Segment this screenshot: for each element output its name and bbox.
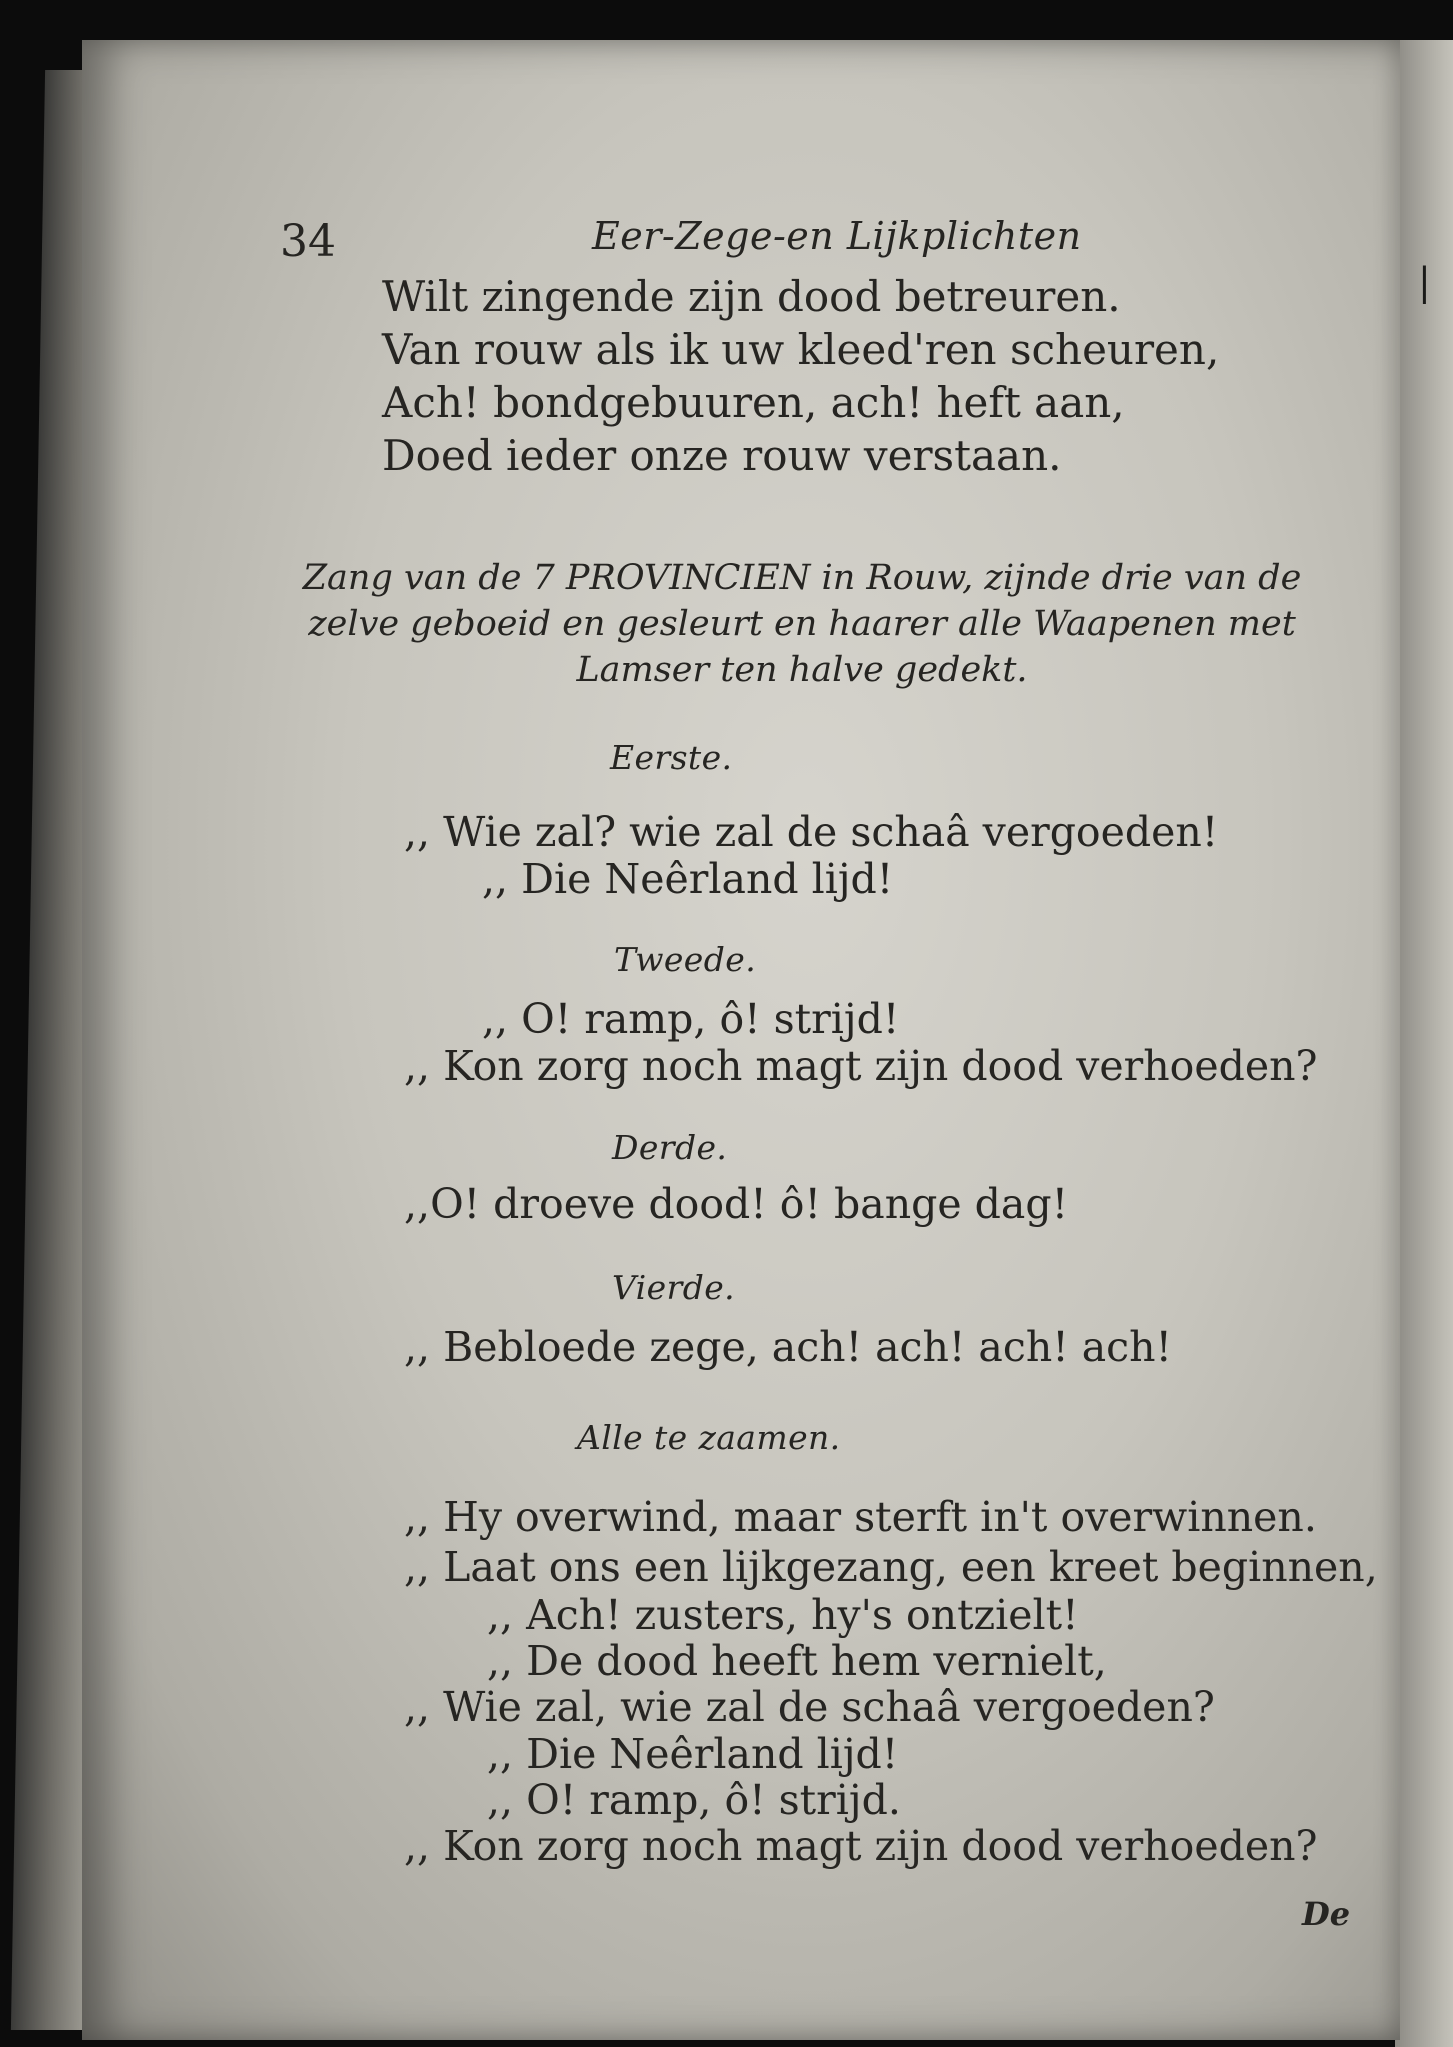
verse-line: ,, Kon zorg noch magt zijn dood verhoeden? bbox=[404, 1042, 1318, 1090]
verse-line: ,, O! ramp, ô! strijd. bbox=[487, 1776, 901, 1824]
verse-line: Doed ieder onze rouw verstaan. bbox=[382, 431, 1062, 480]
speaker-label-fourth: Vierde. bbox=[612, 1268, 736, 1307]
speaker-label-second: Tweede. bbox=[614, 940, 757, 979]
speaker-label-all: Alle te zaamen. bbox=[577, 1418, 841, 1457]
verse-line: ,, Die Neêrland lijd! bbox=[487, 1730, 899, 1778]
speaker-label-third: Derde. bbox=[612, 1128, 728, 1167]
verse-line: ,, Bebloede zege, ach! ach! ach! ach! bbox=[404, 1323, 1173, 1371]
verse-line: ,, De dood heeft hem vernielt, bbox=[487, 1637, 1107, 1685]
verse-line: ,, Wie zal, wie zal de schaâ vergoeden? bbox=[404, 1683, 1215, 1731]
song-heading: Zang van de 7 PROVINCIEN in Rouw, zijnde drie van de zelve geboeid en gesleurt en haarer alle Waapenen met Lamser ten halve gedekt. bbox=[302, 558, 1302, 690]
catchword: De bbox=[1302, 1895, 1351, 1933]
page-number: 34 bbox=[280, 216, 336, 267]
verse-line: ,, Ach! zusters, hy's ontzielt! bbox=[487, 1591, 1079, 1639]
facing-page-edge bbox=[1395, 40, 1453, 2047]
verse-line: ,, Hy overwind, maar sterft in't overwinnen. bbox=[404, 1493, 1317, 1541]
running-head: Eer-Zege-en Lijkplichten bbox=[592, 214, 1082, 258]
verse-line: ,, Die Neêrland lijd! bbox=[482, 855, 894, 903]
opening-stanza bbox=[382, 270, 1219, 482]
verse-line: ,, Kon zorg noch magt zijn dood verhoeden? bbox=[404, 1822, 1318, 1870]
verse-line: Van rouw als ik uw kleed'ren scheuren, bbox=[382, 325, 1220, 374]
facing-page-glyph: | bbox=[1418, 260, 1431, 304]
verse-line: ,,O! droeve dood! ô! bange dag! bbox=[404, 1180, 1069, 1228]
verse-line: ,, O! ramp, ô! strijd! bbox=[482, 995, 900, 1043]
book-page bbox=[82, 40, 1400, 2040]
verse-line: Ach! bondgebuuren, ach! heft aan, bbox=[382, 378, 1125, 427]
verse-line: Wilt zingende zijn dood betreuren. bbox=[382, 272, 1121, 321]
verse-line: ,, Laat ons een lijkgezang, een kreet beginnen, bbox=[404, 1543, 1378, 1591]
speaker-label-first: Eerste. bbox=[610, 738, 733, 777]
verse-line: ,, Wie zal? wie zal de schaâ vergoeden! bbox=[404, 808, 1219, 856]
